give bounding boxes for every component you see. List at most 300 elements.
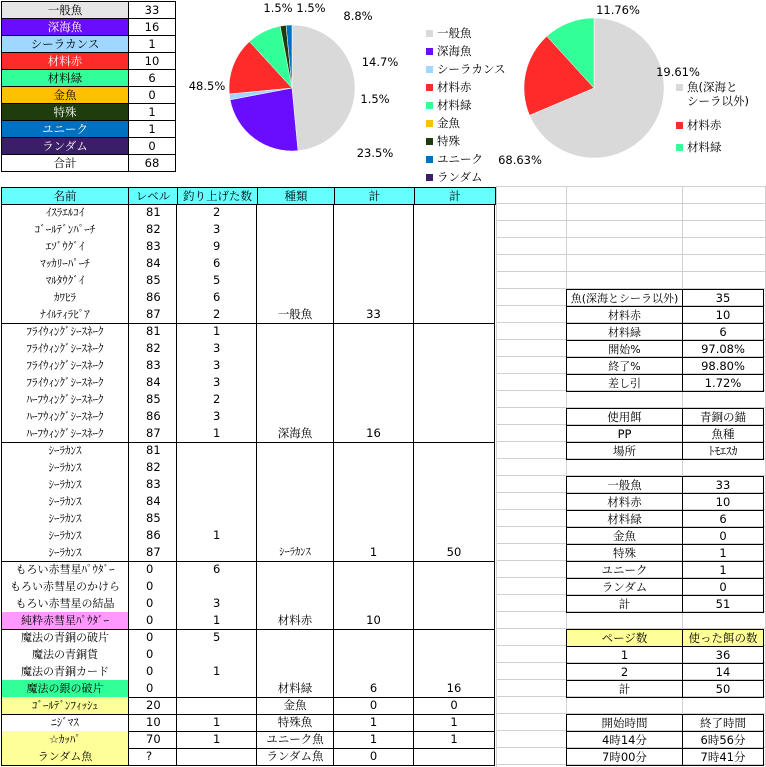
table-cell-level: 0 (128, 663, 177, 681)
table-cell-sum (334, 374, 414, 392)
table-cell-count (177, 476, 257, 494)
total-value: 51 (682, 595, 764, 613)
table-cell-type: 深海魚 (257, 425, 334, 443)
table-cell-count: 3 (177, 595, 257, 613)
table-cell-sum (334, 493, 414, 511)
table-cell-sum (334, 340, 414, 358)
pie-chart-materials-legend (676, 78, 749, 156)
table-cell-count: 1 (177, 612, 257, 630)
table-cell-sum2 (414, 255, 495, 273)
legend-swatch (426, 48, 433, 55)
bait-used-header: 使った餌の数 (682, 629, 764, 647)
table-cell-type (257, 272, 334, 290)
bait-label: 使用餌 (566, 408, 683, 426)
table-cell-name: ｼｰﾗｶﾝｽ (1, 459, 129, 477)
table-cell-sum (334, 561, 414, 579)
table-cell-sum2 (414, 459, 495, 477)
table-cell-level: 87 (128, 306, 177, 324)
table-cell-type (257, 476, 334, 494)
table-cell-level: 83 (128, 238, 177, 256)
table-cell-count: 1 (177, 714, 257, 732)
table-cell-level: 0 (128, 595, 177, 613)
gridline (496, 203, 766, 204)
table-cell-sum: 33 (334, 306, 414, 324)
pie-chart-fish-types (180, 0, 410, 175)
summary-label: 一般魚 (1, 1, 129, 19)
end-time-value: 7時41分 (682, 748, 764, 766)
table-cell-type: 特殊魚 (257, 714, 334, 732)
table-cell-type (257, 408, 334, 426)
table-cell-count: 3 (177, 221, 257, 239)
table-cell-level: 82 (128, 459, 177, 477)
legend-label: 材料緑 (437, 98, 472, 112)
table-cell-sum2 (414, 629, 495, 647)
table-cell-name: 魔法の銀の破片 (1, 680, 129, 698)
table-cell-level: 0 (128, 612, 177, 630)
legend-item (676, 116, 749, 134)
table-cell-level: ? (128, 748, 177, 766)
legend-swatch (426, 156, 433, 163)
start-time-header: 開始時間 (566, 714, 683, 732)
table-cell-sum2 (414, 527, 495, 545)
end-time-header: 終了時間 (682, 714, 764, 732)
table-header: 種類 (257, 187, 335, 205)
stat-label: 終了% (566, 357, 683, 375)
table-cell-level: 10 (128, 714, 177, 732)
table-cell-sum (334, 289, 414, 307)
table-cell-level: 85 (128, 391, 177, 409)
total-value: 1 (682, 544, 764, 562)
table-cell-sum2 (414, 340, 495, 358)
summary-label: ユニーク (1, 120, 129, 138)
table-cell-name: ｼｰﾗｶﾝｽ (1, 527, 129, 545)
table-cell-name: ｼｰﾗｶﾝｽ (1, 493, 129, 511)
stat-value: 35 (682, 289, 764, 307)
table-header: 計 (334, 187, 415, 205)
table-cell-count: 6 (177, 255, 257, 273)
table-cell-type (257, 221, 334, 239)
table-cell-count (177, 748, 257, 766)
table-cell-sum2 (414, 221, 495, 239)
gridline (496, 186, 497, 767)
table-cell-name: ｶﾜﾋﾗ (1, 289, 129, 307)
stat-value: 98.80% (682, 357, 764, 375)
table-cell-name: ｼｰﾗｶﾝｽ (1, 510, 129, 528)
legend-swatch (426, 84, 433, 91)
total-value: 0 (682, 578, 764, 596)
table-cell-sum2: 16 (414, 680, 495, 698)
table-cell-sum (334, 357, 414, 375)
start-time-value: 7時00分 (566, 748, 683, 766)
table-cell-name: ﾊｰﾌｳｨﾝｸﾞｼｰｽﾈｰｸ (1, 408, 129, 426)
gridline (496, 237, 766, 238)
table-cell-sum2 (414, 306, 495, 324)
table-cell-type (257, 595, 334, 613)
table-cell-type (257, 629, 334, 647)
table-cell-count: 5 (177, 629, 257, 647)
pie-data-label: 8.8% (343, 9, 373, 23)
total-label: ランダム (566, 578, 683, 596)
stat-label: 開始% (566, 340, 683, 358)
total-value: 33 (682, 476, 764, 494)
table-cell-name: ｼｰﾗｶﾝｽ (1, 544, 129, 562)
table-cell-sum: 0 (334, 748, 414, 766)
table-cell-sum (334, 476, 414, 494)
table-cell-count (177, 646, 257, 664)
table-cell-sum2: 1 (414, 714, 495, 732)
table-cell-sum: 0 (334, 697, 414, 715)
table-cell-name: ﾆｼﾞﾏｽ (1, 714, 129, 732)
gridline (496, 254, 766, 255)
table-cell-level: 82 (128, 340, 177, 358)
summary-label: 金魚 (1, 86, 129, 104)
table-cell-sum (334, 238, 414, 256)
pie-slice (292, 25, 355, 151)
table-cell-type (257, 510, 334, 528)
table-cell-name: ｼｰﾗｶﾝｽ (1, 476, 129, 494)
table-cell-count: 2 (177, 204, 257, 222)
total-label: 一般魚 (566, 476, 683, 494)
table-cell-sum2 (414, 663, 495, 681)
table-cell-count (177, 459, 257, 477)
table-cell-level: 0 (128, 578, 177, 596)
legend-label: 材料緑 (687, 140, 722, 154)
summary-value: 16 (128, 18, 176, 36)
table-cell-name: ｺﾞｰﾙﾃﾞﾝﾌｨｯｼｭ (1, 697, 129, 715)
table-cell-type (257, 527, 334, 545)
table-cell-level: 83 (128, 357, 177, 375)
table-cell-sum2: 1 (414, 731, 495, 749)
table-cell-count (177, 493, 257, 511)
table-cell-type (257, 204, 334, 222)
legend-label: 魚(深海と (687, 80, 738, 94)
legend-label: 特殊 (437, 134, 460, 148)
legend-swatch (426, 138, 433, 145)
total-label: 材料緑 (566, 510, 683, 528)
end-time-value: 6時56分 (682, 731, 764, 749)
table-cell-level: 84 (128, 374, 177, 392)
total-value: 6 (682, 510, 764, 528)
table-cell-type (257, 357, 334, 375)
table-cell-sum2 (414, 578, 495, 596)
table-cell-level: 85 (128, 272, 177, 290)
table-cell-sum2 (414, 391, 495, 409)
legend-label: 材料赤 (687, 118, 722, 132)
table-cell-count: 6 (177, 561, 257, 579)
bait-value: 魚種 (682, 425, 764, 443)
table-cell-level: 86 (128, 289, 177, 307)
bait-used-value: 14 (682, 663, 764, 681)
table-cell-type (257, 238, 334, 256)
table-cell-level: 81 (128, 204, 177, 222)
bait-used-value: 50 (682, 680, 764, 698)
table-cell-sum2 (414, 272, 495, 290)
table-cell-count: 1 (177, 731, 257, 749)
table-cell-count (177, 510, 257, 528)
pie-data-label: 1.5% (263, 1, 293, 15)
table-cell-sum2 (414, 323, 495, 341)
legend-label: 一般魚 (437, 26, 472, 40)
table-cell-name: ﾊｰﾌｳｨﾝｸﾞｼｰｽﾈｰｸ (1, 391, 129, 409)
legend-label: シーラカンス (437, 62, 506, 76)
table-cell-sum2 (414, 204, 495, 222)
table-cell-level: 85 (128, 510, 177, 528)
table-header: 釣り上げた数 (177, 187, 258, 205)
table-cell-level: 0 (128, 629, 177, 647)
table-cell-name: もろい赤彗星ﾊﾟｳﾀﾞｰ (1, 561, 129, 579)
legend-label: 深海魚 (437, 44, 472, 58)
summary-value: 0 (128, 86, 176, 104)
total-label: ユニーク (566, 561, 683, 579)
pages-value: 2 (566, 663, 683, 681)
summary-label: 材料緑 (1, 69, 129, 87)
table-cell-type (257, 663, 334, 681)
table-cell-type (257, 374, 334, 392)
table-cell-count (177, 680, 257, 698)
table-cell-name: 魔法の青銅の破片 (1, 629, 129, 647)
legend-label: ユニーク (437, 152, 483, 166)
table-cell-type (257, 561, 334, 579)
table-cell-count: 1 (177, 425, 257, 443)
table-cell-level: 82 (128, 221, 177, 239)
stat-value: 6 (682, 323, 764, 341)
legend-label: ランダム (437, 170, 483, 184)
stat-label: 魚(深海とシーラ以外) (566, 289, 683, 307)
bait-value: ﾄﾓｴｽｶ (682, 442, 764, 460)
table-cell-name: ｲｽﾗｴﾙｺｲ (1, 204, 129, 222)
legend-swatch (426, 120, 433, 127)
table-cell-name: ﾅｲﾙﾃｨﾗﾋﾟｱ (1, 306, 129, 324)
pie-data-label: 19.61% (656, 65, 700, 79)
table-cell-level: 83 (128, 476, 177, 494)
table-cell-count: 3 (177, 357, 257, 375)
table-cell-level: 0 (128, 646, 177, 664)
table-cell-type (257, 323, 334, 341)
stat-label: 差し引 (566, 374, 683, 392)
table-cell-count: 1 (177, 663, 257, 681)
summary-value: 1 (128, 35, 176, 53)
table-cell-type: ユニーク魚 (257, 731, 334, 749)
pie-data-label: 1.5% (360, 92, 390, 106)
bait-used-value: 36 (682, 646, 764, 664)
table-cell-sum (334, 408, 414, 426)
pages-value: 計 (566, 680, 683, 698)
table-cell-level: 87 (128, 544, 177, 562)
table-cell-level: 0 (128, 680, 177, 698)
legend-label: シーラ以外) (687, 94, 749, 108)
pages-header: ページ数 (566, 629, 683, 647)
table-cell-sum: 10 (334, 612, 414, 630)
total-value: 1 (682, 561, 764, 579)
table-cell-sum (334, 629, 414, 647)
table-cell-count: 2 (177, 306, 257, 324)
summary-label: 材料赤 (1, 52, 129, 70)
summary-label: 深海魚 (1, 18, 129, 36)
table-cell-type (257, 340, 334, 358)
summary-value: 1 (128, 103, 176, 121)
table-cell-sum (334, 578, 414, 596)
table-cell-name: ☆ｶｯﾊﾟ (1, 731, 129, 749)
table-cell-level: 84 (128, 493, 177, 511)
table-cell-sum2: 50 (414, 544, 495, 562)
table-cell-level: 81 (128, 323, 177, 341)
table-cell-type: 材料赤 (257, 612, 334, 630)
table-cell-sum2 (414, 238, 495, 256)
pie-data-label: 1.5% (296, 1, 326, 15)
table-cell-level: 86 (128, 408, 177, 426)
table-cell-sum (334, 323, 414, 341)
stat-label: 材料緑 (566, 323, 683, 341)
table-cell-name: ﾌﾗｲｳｨﾝｸﾞｼｰｽﾈｰｸ (1, 374, 129, 392)
table-header: レベル (128, 187, 178, 205)
table-cell-type: ランダム魚 (257, 748, 334, 766)
table-cell-type: 一般魚 (257, 306, 334, 324)
table-cell-sum (334, 595, 414, 613)
table-cell-sum2 (414, 646, 495, 664)
table-header: 計 (414, 187, 496, 205)
table-cell-sum2 (414, 748, 495, 766)
table-cell-sum: 1 (334, 714, 414, 732)
bait-label: PP (566, 425, 683, 443)
summary-label: ランダム (1, 137, 129, 155)
table-cell-sum (334, 663, 414, 681)
stat-label: 材料赤 (566, 306, 683, 324)
table-cell-type (257, 442, 334, 460)
table-cell-type: ｼｰﾗｶﾝｽ (257, 544, 334, 562)
pages-value: 1 (566, 646, 683, 664)
table-cell-count (177, 442, 257, 460)
table-cell-sum (334, 272, 414, 290)
table-cell-sum2 (414, 442, 495, 460)
table-cell-type: 材料緑 (257, 680, 334, 698)
pie-data-label: 48.5% (188, 79, 226, 93)
table-cell-name: 魔法の青銅カード (1, 663, 129, 681)
table-cell-sum (334, 221, 414, 239)
table-cell-type (257, 289, 334, 307)
table-cell-count: 2 (177, 391, 257, 409)
table-cell-sum2 (414, 357, 495, 375)
summary-value: 68 (128, 154, 176, 172)
legend-swatch (426, 30, 433, 37)
table-cell-sum: 1 (334, 731, 414, 749)
table-cell-sum2 (414, 374, 495, 392)
table-cell-type (257, 493, 334, 511)
summary-label: 合計 (1, 154, 129, 172)
table-cell-sum (334, 646, 414, 664)
table-cell-sum2 (414, 561, 495, 579)
summary-value: 1 (128, 120, 176, 138)
bait-value: 青銅の錨 (682, 408, 764, 426)
table-cell-level: 81 (128, 442, 177, 460)
table-cell-type (257, 255, 334, 273)
table-cell-count: 3 (177, 340, 257, 358)
table-cell-type: 金魚 (257, 697, 334, 715)
total-value: 0 (682, 527, 764, 545)
table-cell-level: 86 (128, 527, 177, 545)
table-cell-count (177, 697, 257, 715)
legend-item (676, 138, 749, 156)
table-cell-level: 0 (128, 561, 177, 579)
table-cell-level: 84 (128, 255, 177, 273)
gridline (496, 271, 766, 272)
table-cell-level: 87 (128, 425, 177, 443)
stat-value: 1.72% (682, 374, 764, 392)
table-cell-level: 20 (128, 697, 177, 715)
table-cell-type (257, 459, 334, 477)
table-cell-name: ｼｰﾗｶﾝｽ (1, 442, 129, 460)
table-cell-name: ﾏﾙﾀｳｸﾞｲ (1, 272, 129, 290)
table-cell-name: 純粋赤彗星ﾊﾟｳﾀﾞｰ (1, 612, 129, 630)
table-cell-name: もろい赤彗星のかけら (1, 578, 129, 596)
table-cell-sum (334, 204, 414, 222)
pie-data-label: 14.7% (361, 55, 399, 69)
legend-swatch (426, 174, 433, 181)
total-value: 10 (682, 493, 764, 511)
table-cell-count: 6 (177, 289, 257, 307)
total-label: 特殊 (566, 544, 683, 562)
table-cell-sum (334, 442, 414, 460)
table-cell-sum: 6 (334, 680, 414, 698)
table-cell-count: 5 (177, 272, 257, 290)
total-label: 材料赤 (566, 493, 683, 511)
table-header: 名前 (1, 187, 129, 205)
table-cell-sum2 (414, 595, 495, 613)
table-cell-name: ﾊｰﾌｳｨﾝｸﾞｼｰｽﾈｰｸ (1, 425, 129, 443)
table-cell-type (257, 391, 334, 409)
gridline (496, 220, 766, 221)
table-cell-name: ﾌﾗｲｳｨﾝｸﾞｼｰｽﾈｰｸ (1, 340, 129, 358)
gridline (496, 186, 766, 187)
table-cell-sum2 (414, 493, 495, 511)
total-label: 計 (566, 595, 683, 613)
table-cell-name: ﾏｯｶﾘｰﾊﾟｰﾁ (1, 255, 129, 273)
legend-label: 金魚 (437, 116, 460, 130)
table-cell-sum (334, 527, 414, 545)
table-cell-type (257, 578, 334, 596)
pie-data-label: 68.63% (498, 153, 542, 167)
summary-label: 特殊 (1, 103, 129, 121)
start-time-value: 4時14分 (566, 731, 683, 749)
table-cell-name: ｺﾞｰﾙﾃﾞﾝﾊﾟｰﾁ (1, 221, 129, 239)
table-cell-count: 9 (177, 238, 257, 256)
table-cell-count: 1 (177, 323, 257, 341)
pie-chart-materials (490, 0, 700, 175)
table-cell-sum2 (414, 476, 495, 494)
table-cell-name: ランダム魚 (1, 748, 129, 766)
table-cell-name: ﾌﾗｲｳｨﾝｸﾞｼｰｽﾈｰｸ (1, 357, 129, 375)
summary-value: 33 (128, 1, 176, 19)
table-cell-type (257, 646, 334, 664)
table-cell-sum2 (414, 289, 495, 307)
summary-value: 0 (128, 137, 176, 155)
table-cell-sum2 (414, 612, 495, 630)
table-cell-sum2 (414, 510, 495, 528)
summary-value: 10 (128, 52, 176, 70)
legend-swatch (426, 102, 433, 109)
table-cell-name: 魔法の青銅貨 (1, 646, 129, 664)
table-cell-name: もろい赤彗星の結晶 (1, 595, 129, 613)
bait-label: 場所 (566, 442, 683, 460)
table-cell-sum (334, 391, 414, 409)
legend-label: 材料赤 (437, 80, 472, 94)
pie-data-label: 23.5% (356, 146, 394, 160)
table-cell-count: 3 (177, 374, 257, 392)
stat-value: 10 (682, 306, 764, 324)
legend-swatch (426, 66, 433, 73)
table-cell-count: 3 (177, 408, 257, 426)
table-cell-sum (334, 255, 414, 273)
table-cell-sum (334, 510, 414, 528)
